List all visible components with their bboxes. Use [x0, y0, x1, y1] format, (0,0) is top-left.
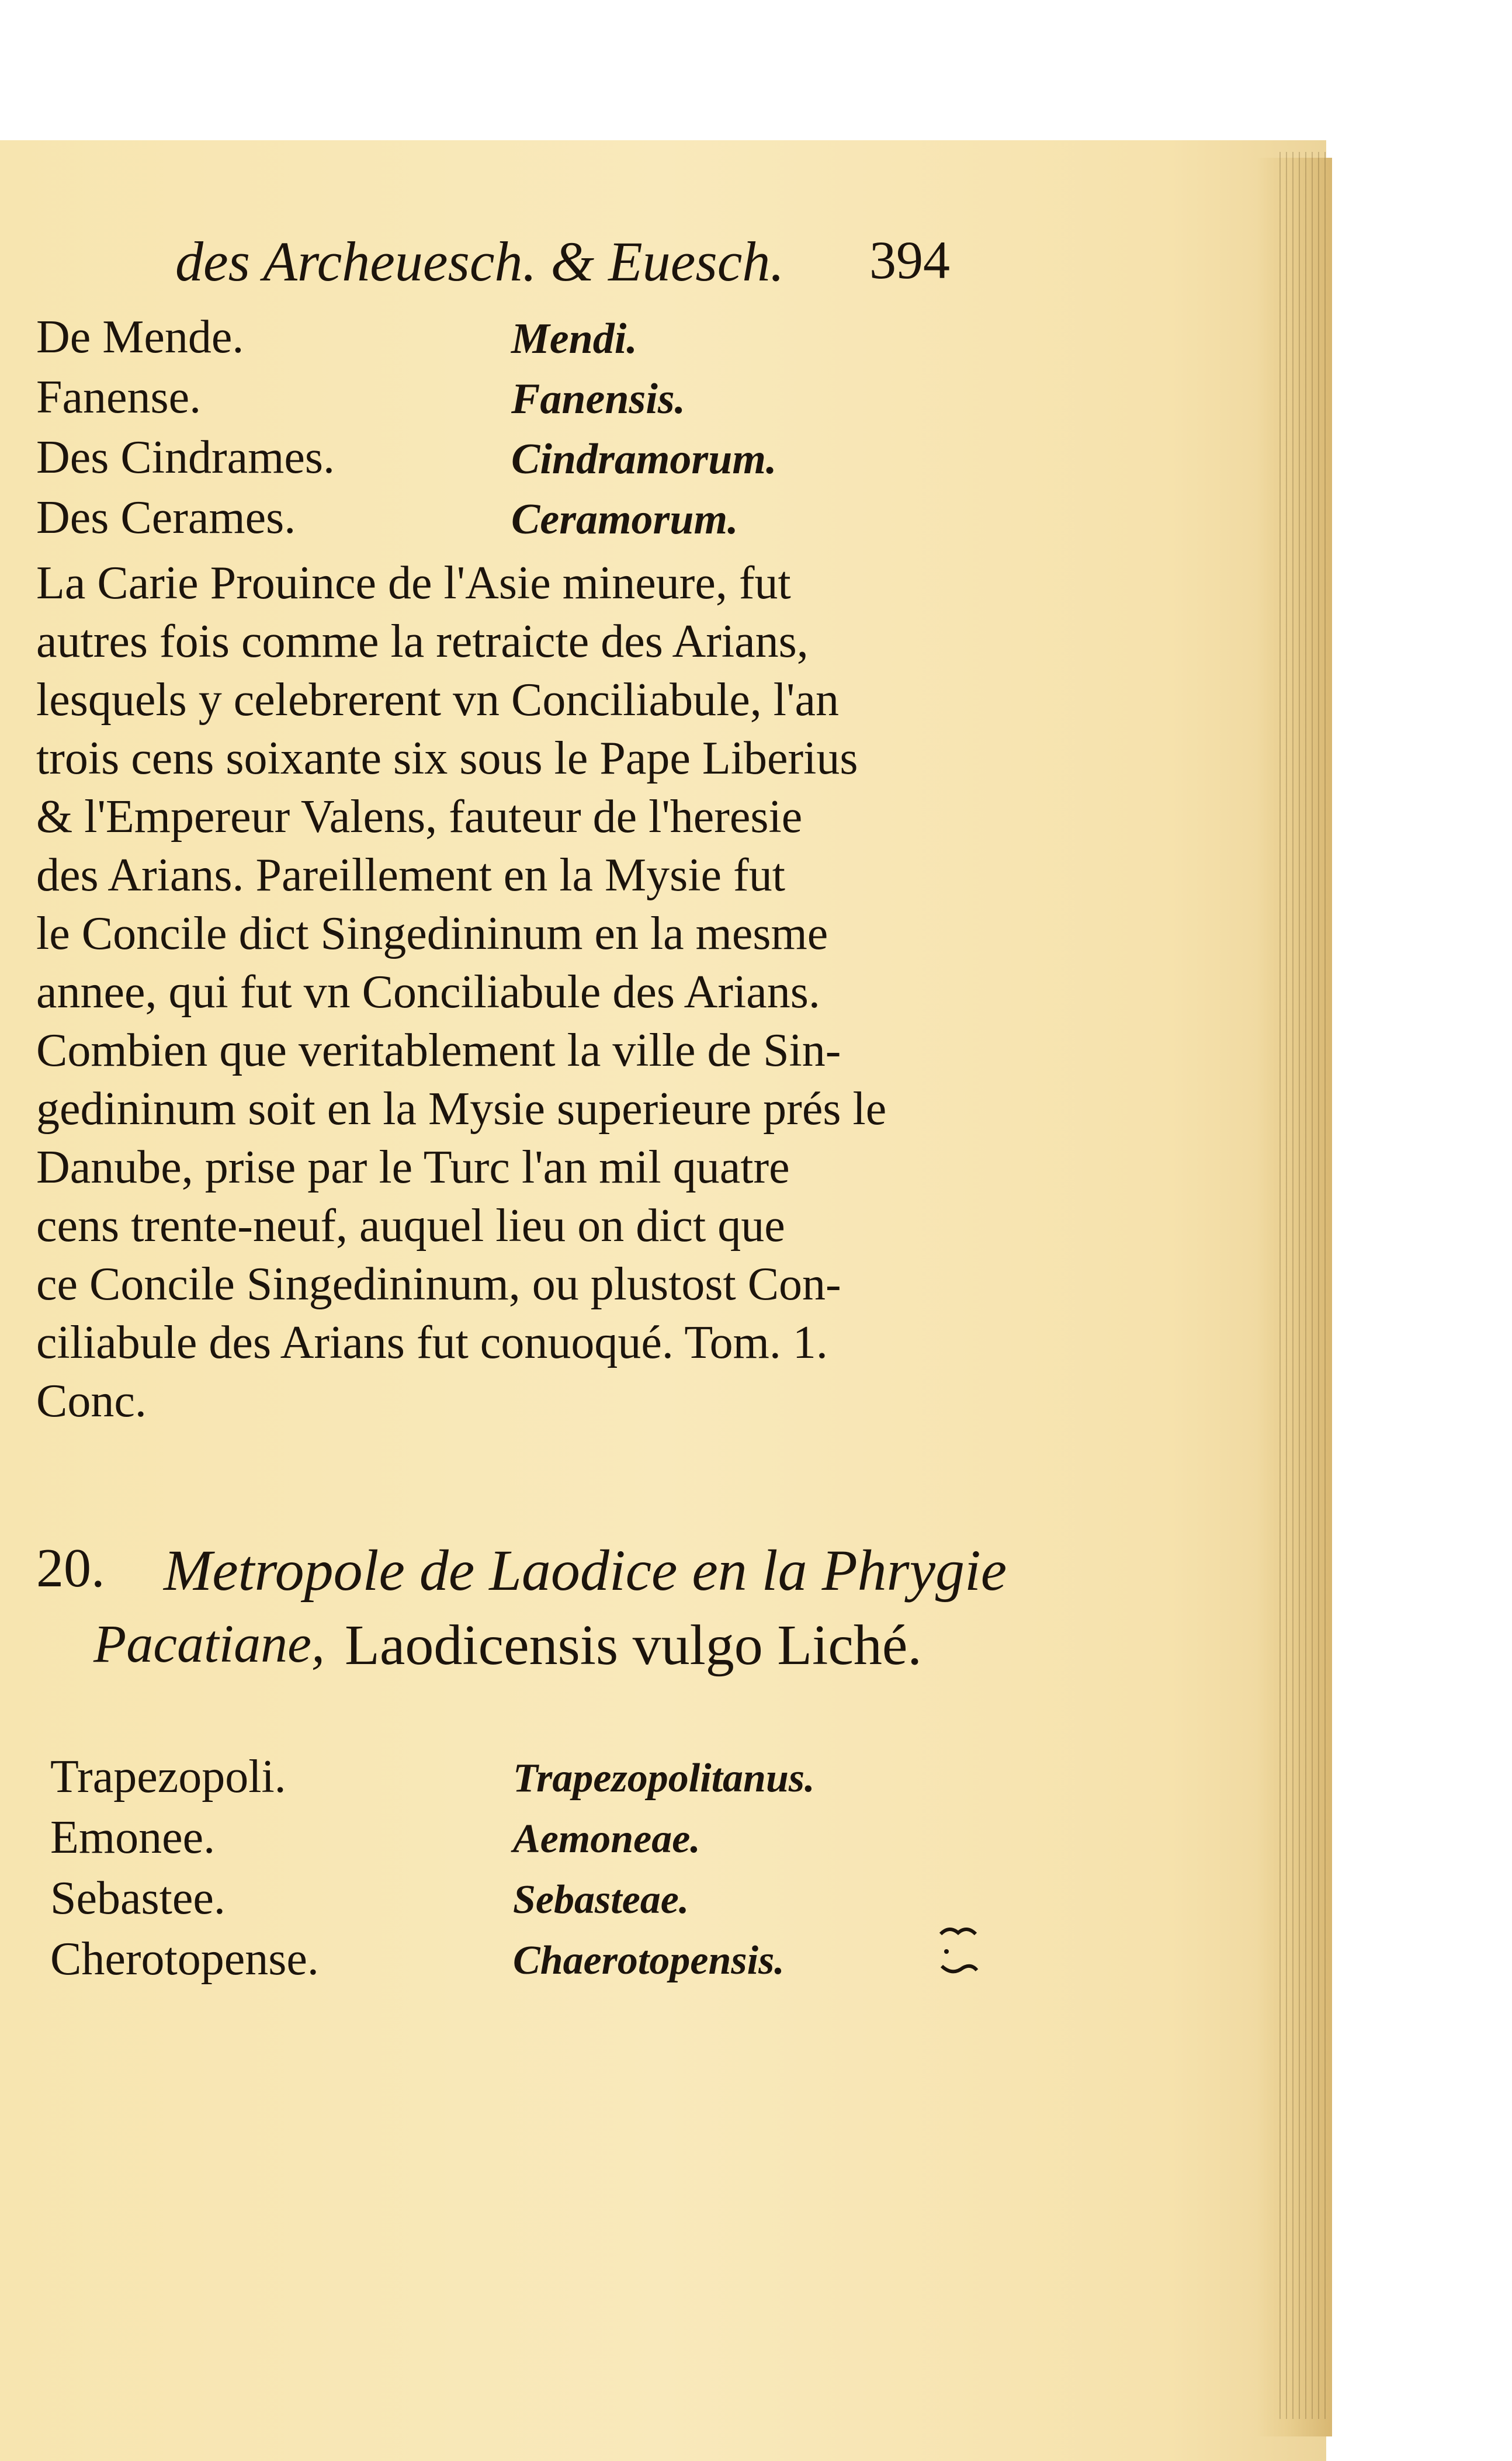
- see2-latin-4: Chaerotopensis.: [513, 1938, 785, 1983]
- body-paragraph: [36, 554, 971, 1430]
- paragraph-line: annee, qui fut vn Conciliabule des Arians.: [36, 966, 820, 1018]
- paragraph-line: le Concile dict Singedininum en la mesme: [36, 908, 828, 959]
- see-latin-4: Ceramorum.: [511, 495, 738, 543]
- see-latin-2: Fanensis.: [511, 375, 686, 423]
- see-french-3: Des Cindrames.: [36, 432, 335, 483]
- see-latin-3: Cindramorum.: [511, 435, 777, 483]
- page-number: 394: [869, 230, 950, 290]
- section-number: 20.: [36, 1538, 105, 1599]
- see2-french-2: Emonee.: [50, 1812, 216, 1863]
- see2-french-4: Cherotopense.: [50, 1933, 319, 1985]
- paragraph-line: ciliabule des Arians fut conuoqué. Tom. 1.: [36, 1317, 828, 1368]
- section-subtitle-italic: Pacatiane,: [93, 1614, 325, 1673]
- see2-latin-3: Sebasteae.: [513, 1877, 689, 1922]
- printers-ornament-icon: [935, 1922, 982, 1981]
- see2-french-3: Sebastee.: [50, 1873, 226, 1924]
- paragraph-line: Combien que veritablement la ville de Sin-: [36, 1025, 841, 1076]
- paragraph-line: trois cens soixante six sous le Pape Liberius: [36, 733, 858, 784]
- see-french-1: De Mende.: [36, 311, 244, 363]
- section-title: Metropole de Laodice en la Phrygie: [164, 1538, 1007, 1603]
- paragraph-line: lesquels y celebrerent vn Conciliabule, l'an: [36, 674, 839, 726]
- paragraph-line: & l'Empereur Valens, fauteur de l'heresie: [36, 791, 803, 843]
- see2-latin-1: Trapezopolitanus.: [513, 1756, 815, 1801]
- section-subtitle-roman: Laodicensis vulgo Liché.: [345, 1614, 922, 1677]
- see-french-4: Des Cerames.: [36, 492, 296, 543]
- paragraph-line: gedininum soit en la Mysie superieure prés le: [36, 1083, 887, 1135]
- paragraph-line: autres fois comme la retraicte des Arians,: [36, 616, 809, 667]
- paragraph-line: ce Concile Singedininum, ou plustost Con-: [36, 1259, 841, 1310]
- see-latin-1: Mendi.: [511, 315, 637, 363]
- see-french-2: Fanense.: [36, 372, 202, 423]
- paragraph-line: cens trente-neuf, auquel lieu on dict que: [36, 1200, 785, 1252]
- see2-latin-2: Aemoneae.: [513, 1817, 700, 1862]
- paragraph-line: Conc.: [36, 1375, 147, 1427]
- running-header: des Archeuesch. & Euesch.: [175, 230, 785, 293]
- paragraph-line: des Arians. Pareillement en la Mysie fut: [36, 850, 785, 901]
- see2-french-1: Trapezopoli.: [50, 1751, 286, 1803]
- page-stack-lines: [1279, 152, 1326, 2419]
- paragraph-line: Danube, prise par le Turc l'an mil quatre: [36, 1142, 790, 1193]
- paragraph-line: La Carie Prouince de l'Asie mineure, fut: [36, 557, 791, 609]
